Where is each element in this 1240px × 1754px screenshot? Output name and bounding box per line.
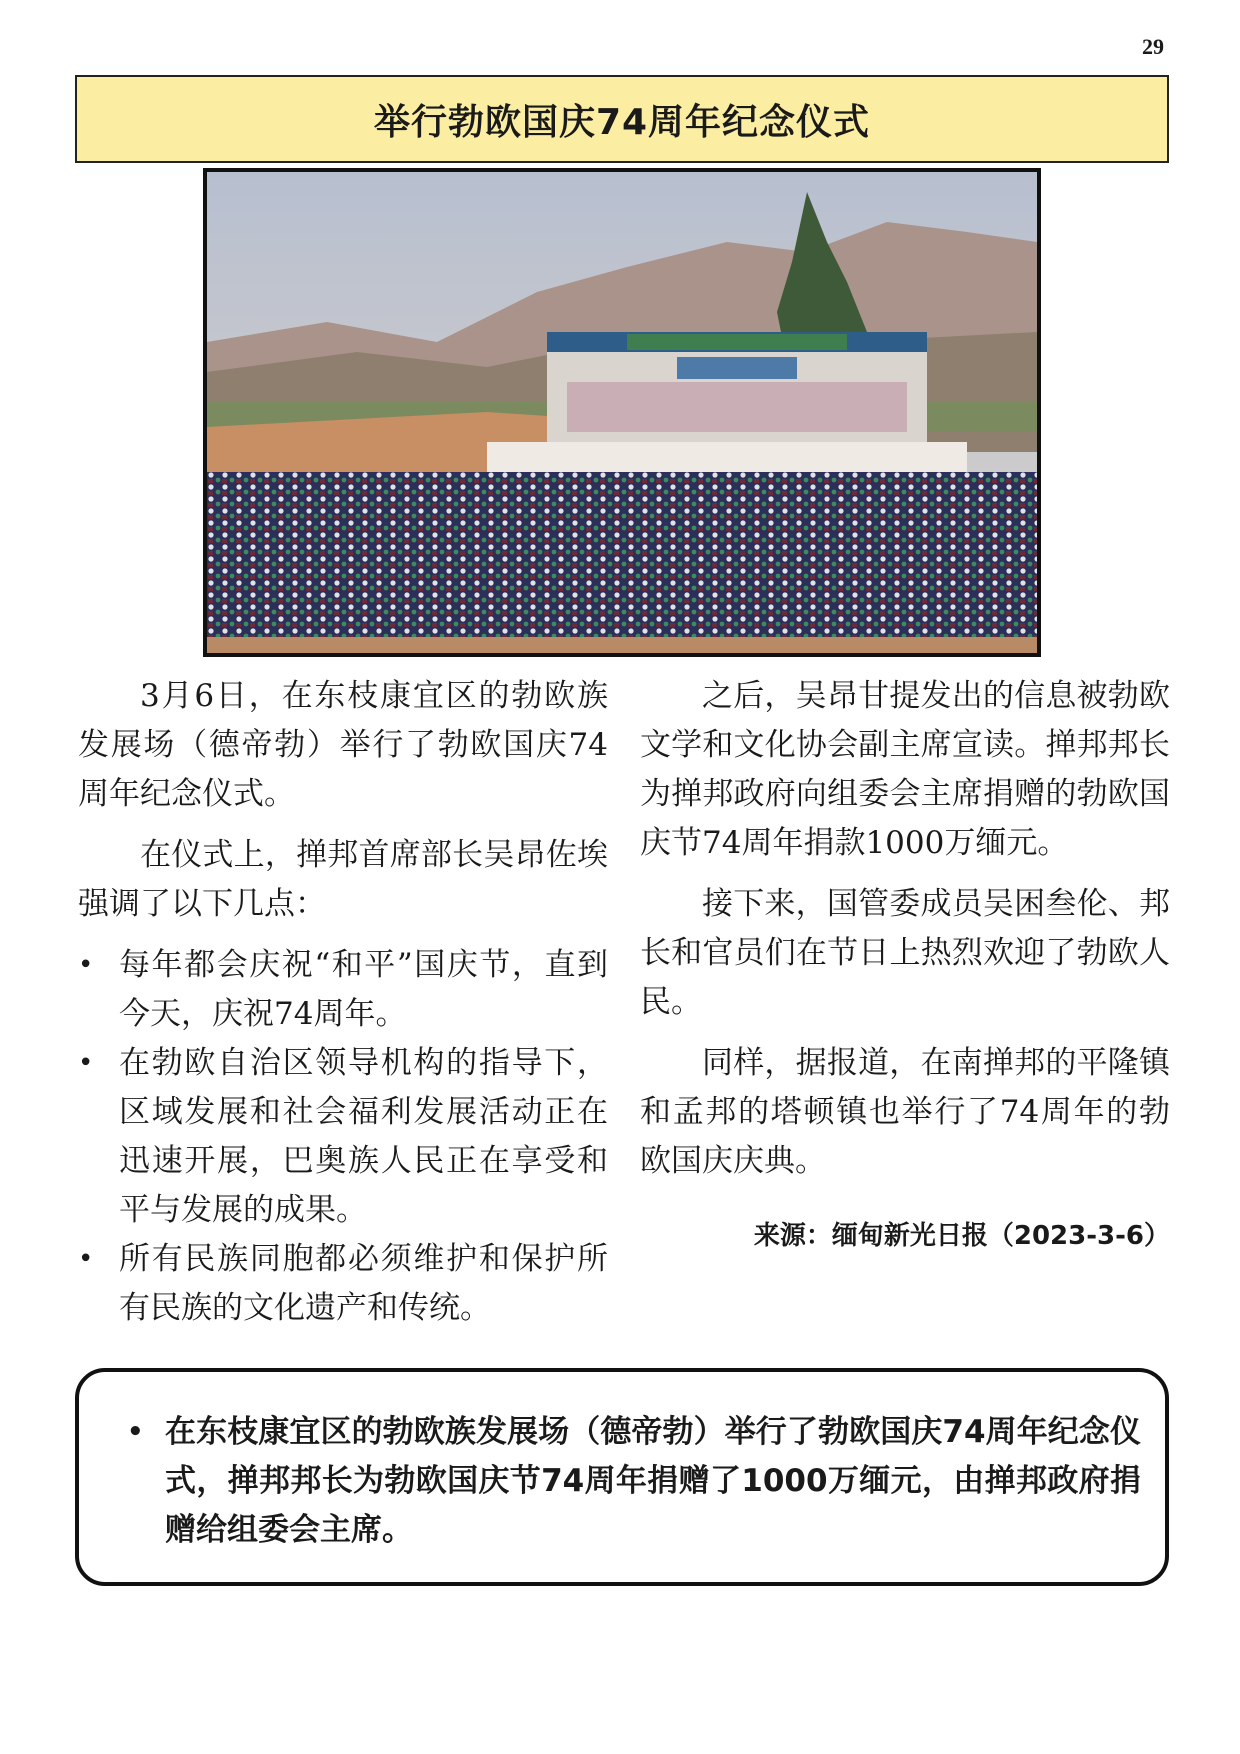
title-banner bbox=[75, 75, 1169, 163]
article-paragraph: 3月6日，在东枝康宜区的勃欧族发展场（德帝勃）举行了勃欧国庆74周年纪念仪式。 bbox=[78, 678, 608, 812]
key-points-list bbox=[78, 941, 608, 1333]
page-number: 29 bbox=[1142, 34, 1164, 59]
list-item: • 所有民族同胞都必须维护和保护所有民族的文化遗产和传统。 bbox=[78, 1235, 608, 1333]
list-item: • 每年都会庆祝“和平”国庆节，直到今天，庆祝74周年。 bbox=[78, 941, 608, 1039]
list-item: • 在勃欧自治区领导机构的指导下，区域发展和社会福利发展活动正在迅速开展，巴奥族人民正在享受和平与发展的成果。 bbox=[78, 1039, 608, 1235]
article-paragraph: 之后，吴昂甘提发出的信息被勃欧文学和文化协会副主席宣读。掸邦邦长为掸邦政府向组委会主席捐赠的勃欧国庆节74周年捐款1000万缅元。 bbox=[640, 678, 1170, 861]
source-citation: 来源：缅甸新光日报（2023-3-6） bbox=[753, 1221, 1170, 1251]
right-column bbox=[640, 672, 1170, 1273]
article-paragraph: 同样，据报道，在南掸邦的平隆镇和孟邦的塔顿镇也举行了74周年的勃欧国庆庆典。 bbox=[640, 1045, 1170, 1179]
event-photo bbox=[203, 168, 1041, 657]
article-paragraph: 在仪式上，掸邦首席部长吴昂佐埃强调了以下几点： bbox=[78, 837, 608, 922]
left-column bbox=[78, 672, 608, 1333]
summary-text: • 在东枝康宜区的勃欧族发展场（德帝勃）举行了勃欧国庆74周年纪念仪式，掸邦邦长为勃欧国庆节74周年捐赠了1000万缅元，由掸邦政府捐赠给组委会主席。 bbox=[127, 1408, 1141, 1555]
summary-box bbox=[75, 1368, 1169, 1586]
page-title: 举行勃欧国庆74周年纪念仪式 bbox=[373, 101, 871, 143]
article-paragraph: 接下来，国管委成员吴困叁伦、邦长和官员们在节日上热烈欢迎了勃欧人民。 bbox=[640, 886, 1170, 1020]
